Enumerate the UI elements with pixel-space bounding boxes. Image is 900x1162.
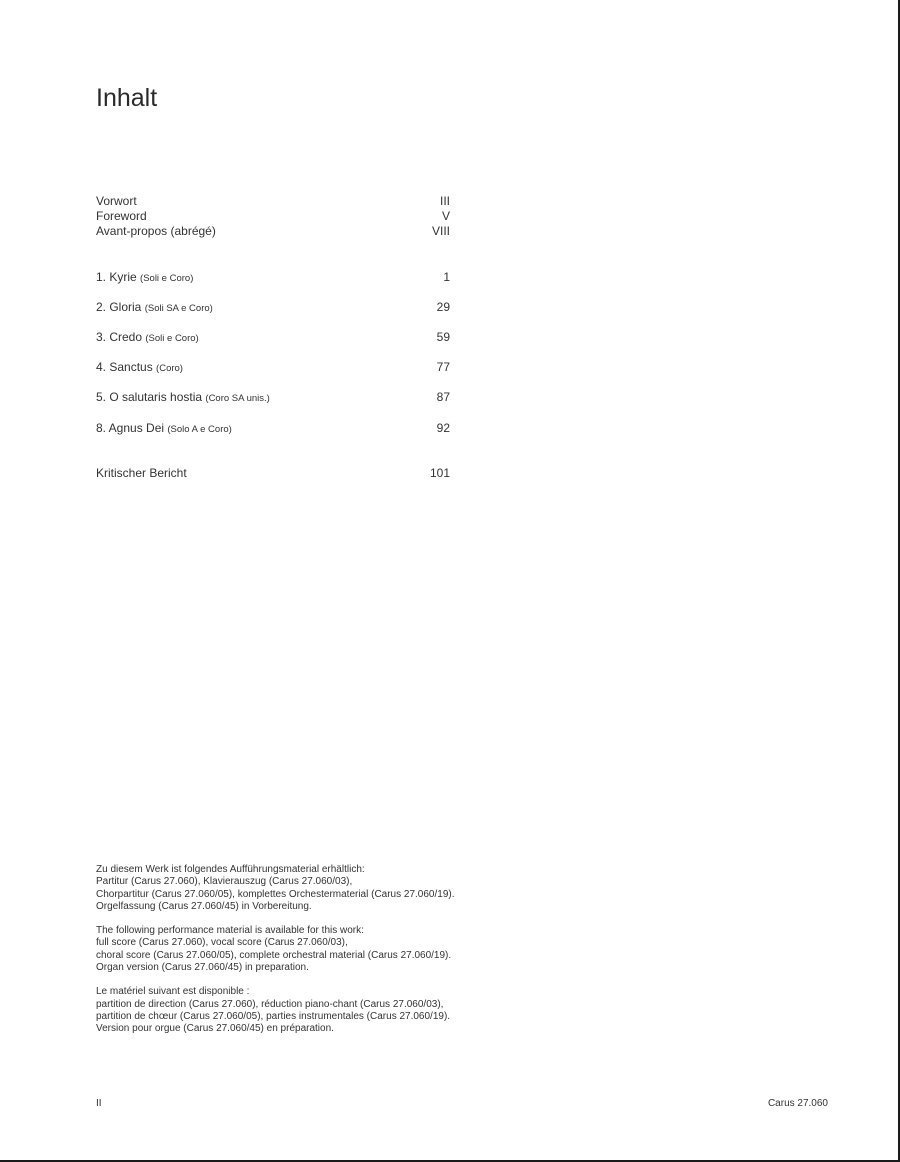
performance-material-notes (96, 864, 616, 1048)
toc-label: Vorwort (96, 194, 137, 208)
toc-row-movement (96, 330, 450, 345)
movement-title: 5. O salutaris hostia (96, 390, 203, 404)
notes-line: Orgelfassung (Carus 27.060/45) in Vorbereitung. (96, 900, 312, 912)
toc-row-movement (96, 421, 450, 436)
notes-line: Zu diesem Werk ist folgendes Aufführungsmaterial erhältlich: (96, 864, 365, 875)
toc-row-movement (96, 390, 450, 405)
notes-line: partition de chœur (Carus 27.060/05), parties instrumentales (Carus 27.060/19). (96, 1010, 451, 1022)
movement-title: 4. Sanctus (96, 360, 153, 374)
toc-page-number: III (439, 194, 450, 208)
toc-row-front-matter (96, 224, 450, 239)
notes-line: Chorpartitur (Carus 27.060/05), komplettes Orchestermaterial (Carus 27.060/19). (96, 888, 455, 900)
notes-line: Organ version (Carus 27.060/45) in preparation. (96, 962, 309, 974)
toc-page-number: 92 (436, 421, 450, 435)
movement-scoring: (Soli e Coro) (145, 333, 199, 344)
notes-line: Le matériel suivant est disponible : (96, 986, 250, 998)
notes-line: choral score (Carus 27.060/05), complete orchestral material (Carus 27.060/19). (96, 949, 452, 961)
notes-line: Version pour orgue (Carus 27.060/45) en préparation. (96, 1023, 334, 1035)
toc-page-number: 29 (436, 300, 450, 314)
notes-line: full score (Carus 27.060), vocal score (Carus 27.060/03), (96, 937, 348, 949)
movement-title: 1. Kyrie (96, 270, 137, 284)
toc-row-movement (96, 270, 450, 285)
toc-page-number: 101 (429, 466, 450, 480)
notes-english (96, 925, 616, 974)
movement-scoring: (Coro SA unis.) (205, 393, 270, 404)
toc-page-number: VIII (431, 224, 450, 238)
notes-french (96, 986, 616, 1035)
movement-title: 2. Gloria (96, 300, 142, 314)
toc-label: Kritischer Bericht (96, 466, 187, 480)
footer-catalog-number: Carus 27.060 (767, 1098, 828, 1109)
toc-label: Foreword (96, 209, 147, 223)
toc-label: Avant-propos (abrégé) (96, 224, 216, 238)
movement-scoring: (Solo A e Coro) (167, 424, 232, 435)
notes-line: Partitur (Carus 27.060), Klavierauszug (Carus 27.060/03), (96, 876, 353, 888)
toc-page-number: 77 (436, 360, 450, 374)
toc-row-front-matter (96, 209, 450, 224)
notes-line: partition de direction (Carus 27.060), réduction piano-chant (Carus 27.060/03), (96, 998, 444, 1010)
movement-title: 3. Credo (96, 330, 143, 344)
toc-row-movement (96, 300, 450, 315)
toc-row-front-matter (96, 194, 450, 209)
toc-page-number: V (441, 209, 450, 223)
footer-page-number: II (96, 1098, 102, 1109)
movement-scoring: (Soli SA e Coro) (144, 303, 213, 314)
toc-page-number: 1 (443, 270, 450, 284)
toc-row-movement (96, 360, 450, 375)
notes-german (96, 864, 616, 913)
notes-line: The following performance material is available for this work: (96, 925, 364, 937)
toc-page-number: 59 (436, 330, 450, 344)
page-title: Inhalt (96, 84, 158, 112)
movement-scoring: (Coro) (156, 363, 183, 374)
toc-row-report (96, 466, 450, 481)
movement-title: 8. Agnus Dei (96, 421, 165, 435)
toc-page-number: 87 (436, 390, 450, 404)
movement-scoring: (Soli e Coro) (140, 273, 194, 284)
